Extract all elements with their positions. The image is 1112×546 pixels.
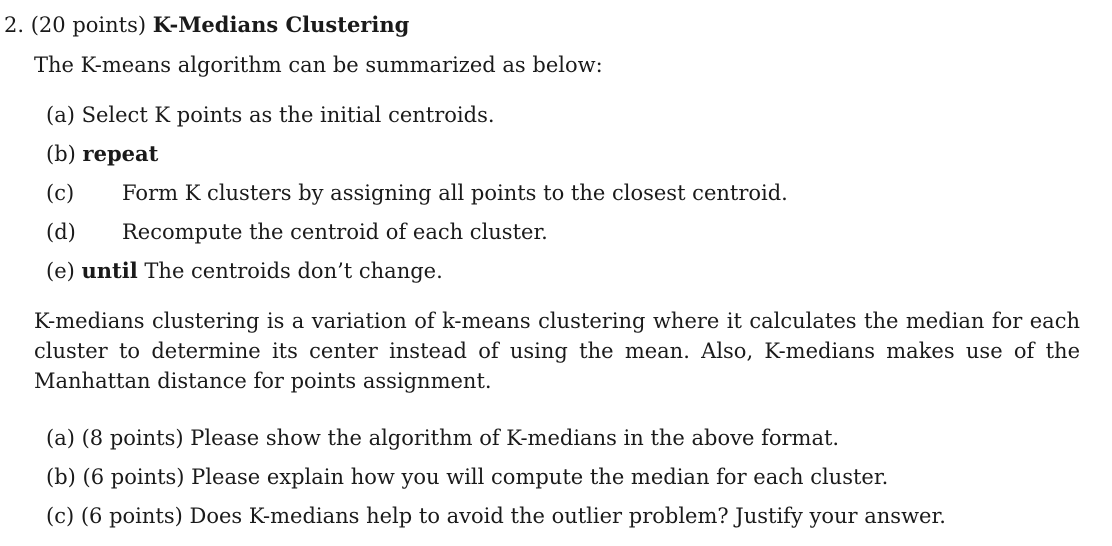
step-text: The centroids don’t change. — [144, 259, 443, 283]
step-text: Form K clusters by assigning all points to the closest centroid. — [122, 181, 788, 205]
algorithm-step-c — [46, 180, 1046, 206]
step-label: (d) — [46, 220, 76, 244]
subquestion-c — [46, 503, 946, 529]
step-label: (b) — [46, 142, 76, 166]
question-title: K-Medians Clustering — [152, 12, 410, 37]
intro-text: The K-means algorithm can be summarized as below: — [34, 53, 603, 77]
subquestion-text: (8 points) Please show the algorithm of K-medians in the above format. — [81, 426, 840, 450]
step-keyword: repeat — [82, 141, 159, 166]
question-number: 2. — [4, 13, 25, 37]
subquestion-label: (a) — [46, 426, 75, 450]
question-points: (20 points) — [30, 13, 147, 37]
algorithm-step-a — [46, 102, 495, 128]
question-heading — [4, 12, 409, 38]
algorithm-step-b — [46, 141, 158, 167]
subquestion-text: (6 points) Please explain how you will compute the median for each cluster. — [82, 465, 889, 489]
algorithm-step-e — [46, 258, 443, 284]
step-keyword: until — [81, 258, 138, 283]
algorithm-step-d — [46, 219, 1046, 245]
subquestion-a — [46, 425, 839, 451]
subquestion-label: (b) — [46, 465, 76, 489]
step-label: (c) — [46, 181, 75, 205]
step-text: Select K points as the initial centroids. — [81, 103, 495, 127]
step-text: Recompute the centroid of each cluster. — [122, 220, 548, 244]
subquestion-b — [46, 464, 888, 490]
subquestion-text: (6 points) Does K-medians help to avoid the outlier problem? Justify your answer. — [80, 504, 946, 528]
description-paragraph: K-medians clustering is a variation of k-means clustering where it calculates the median for each cluster to determine its center instead of using the mean. Also, K-medians makes use of the Manhattan distance for points assignment. — [34, 309, 1080, 393]
subquestion-label: (c) — [46, 504, 75, 528]
step-label: (e) — [46, 259, 75, 283]
step-label: (a) — [46, 103, 75, 127]
